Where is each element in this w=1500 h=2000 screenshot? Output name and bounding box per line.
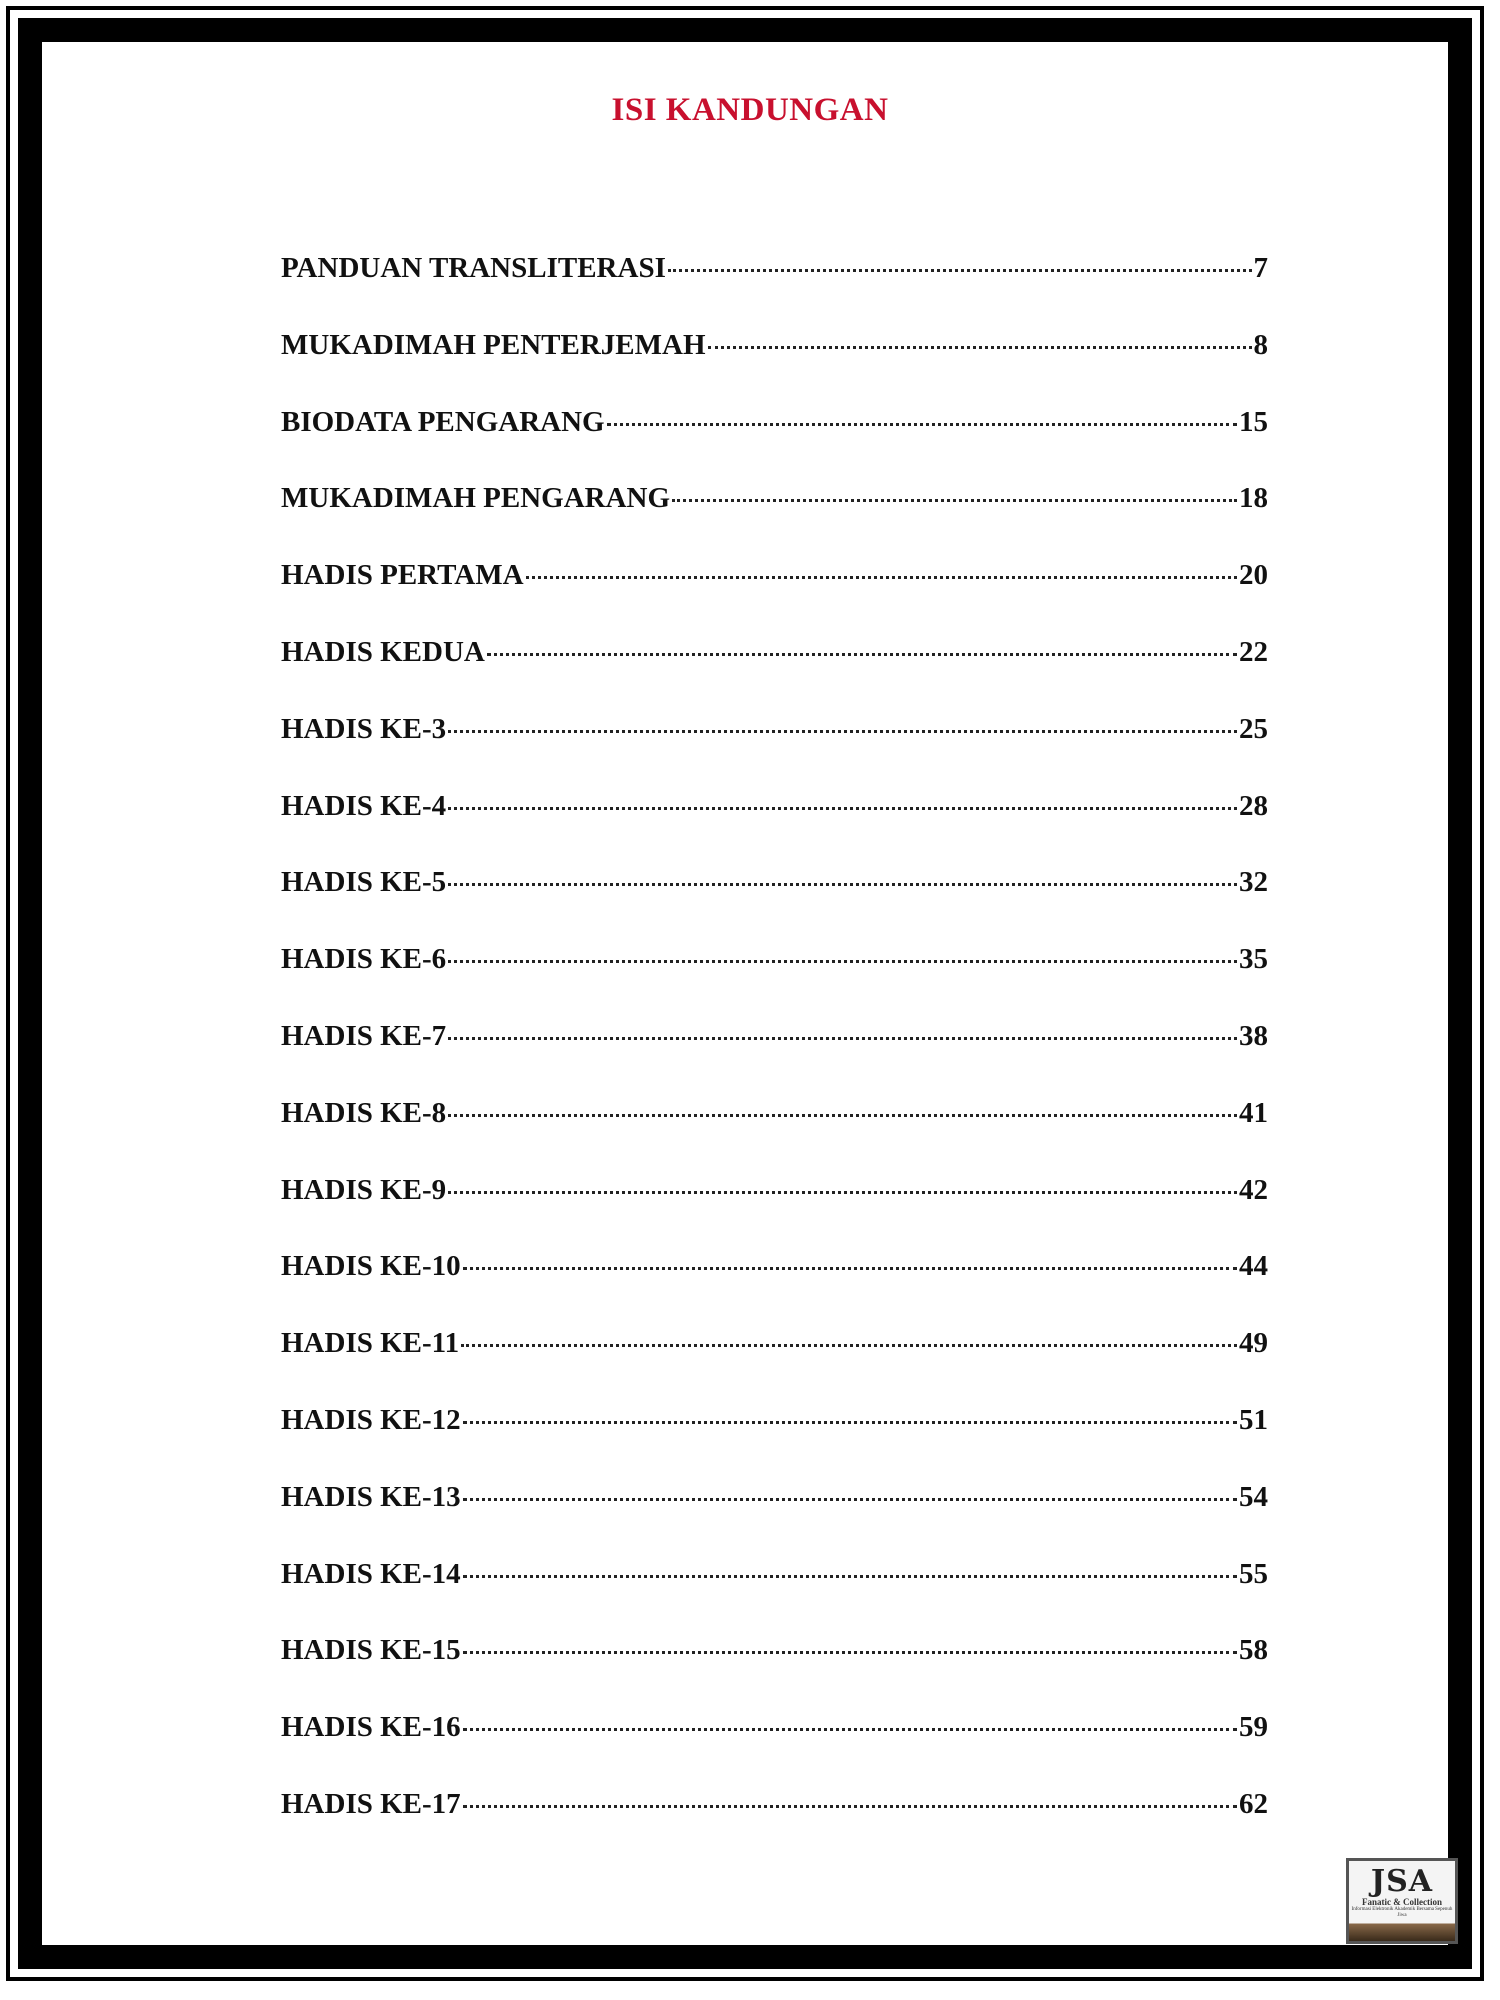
- toc-entry-page-number: 58: [1239, 1634, 1268, 1667]
- toc-entry[interactable]: [281, 1020, 1268, 1097]
- toc-entry-page-number: 35: [1239, 943, 1268, 976]
- toc-entry-page-number: 55: [1239, 1557, 1268, 1590]
- toc-entry[interactable]: [281, 1788, 1268, 1865]
- toc-entry-page-number: 22: [1239, 635, 1268, 668]
- toc-entry-page-number: 15: [1239, 405, 1268, 438]
- toc-entry[interactable]: [281, 1711, 1268, 1788]
- toc-entry-page-number: 42: [1239, 1173, 1268, 1206]
- toc-entry-label: HADIS KE-9: [281, 1173, 447, 1206]
- toc-dot-leader: [463, 1267, 1237, 1270]
- toc-entry-page-number: 59: [1239, 1711, 1268, 1744]
- toc-entry-page-number: 18: [1239, 482, 1268, 515]
- toc-entry-page-number: 44: [1239, 1250, 1268, 1283]
- jsa-logo: [1346, 1858, 1458, 1944]
- toc-entry[interactable]: [281, 1481, 1268, 1558]
- toc-dot-leader: [526, 576, 1237, 579]
- toc-entry[interactable]: [281, 1097, 1268, 1174]
- toc-entry-page-number: 51: [1239, 1403, 1268, 1436]
- toc-dot-leader: [448, 1191, 1237, 1194]
- toc-entry-label: BIODATA PENGARANG: [281, 405, 605, 438]
- toc-entry-page-number: 8: [1253, 328, 1268, 361]
- toc-entry[interactable]: [281, 713, 1268, 790]
- toc-dot-leader: [448, 960, 1237, 963]
- logo-sub-text: Fanatic & Collection: [1362, 1897, 1442, 1907]
- logo-tagline: Informasi Elektronik Akademik Bersama Sepenuh Jiwa: [1351, 1907, 1453, 1918]
- toc-entry-page-number: 28: [1239, 789, 1268, 822]
- toc-entry-label: MUKADIMAH PENTERJEMAH: [281, 328, 706, 361]
- toc-dot-leader: [448, 1114, 1237, 1117]
- toc-entry-label: HADIS KE-7: [281, 1019, 447, 1052]
- table-of-contents: [281, 252, 1268, 1865]
- toc-entry-label: HADIS KE-5: [281, 866, 447, 899]
- toc-entry-page-number: 62: [1239, 1787, 1268, 1820]
- toc-entry[interactable]: [281, 1174, 1268, 1251]
- toc-entry[interactable]: [281, 1250, 1268, 1327]
- toc-entry[interactable]: [281, 1558, 1268, 1635]
- toc-dot-leader: [463, 1728, 1237, 1731]
- toc-entry-label: HADIS KE-17: [281, 1787, 461, 1820]
- toc-entry-page-number: 32: [1239, 866, 1268, 899]
- toc-dot-leader: [463, 1421, 1237, 1424]
- toc-dot-leader: [487, 653, 1237, 656]
- toc-entry-label: HADIS KE-11: [281, 1327, 460, 1360]
- toc-entry[interactable]: [281, 559, 1268, 636]
- toc-entry-page-number: 7: [1253, 252, 1268, 284]
- toc-entry-label: HADIS PERTAMA: [281, 559, 524, 592]
- toc-entry-page-number: 20: [1239, 559, 1268, 592]
- toc-entry-page-number: 49: [1239, 1327, 1268, 1360]
- toc-entry-label: HADIS KE-6: [281, 943, 447, 976]
- toc-dot-leader: [607, 423, 1237, 426]
- toc-entry[interactable]: [281, 1404, 1268, 1481]
- toc-entry[interactable]: [281, 329, 1268, 406]
- toc-dot-leader: [463, 1805, 1237, 1808]
- toc-entry-label: HADIS KE-4: [281, 789, 447, 822]
- toc-dot-leader: [448, 730, 1237, 733]
- toc-dot-leader: [448, 807, 1237, 810]
- toc-entry-label: HADIS KE-3: [281, 712, 447, 745]
- toc-dot-leader: [448, 1037, 1237, 1040]
- toc-entry[interactable]: [281, 406, 1268, 483]
- toc-entry-page-number: 38: [1239, 1019, 1268, 1052]
- toc-dot-leader: [668, 269, 1252, 272]
- toc-dot-leader: [463, 1651, 1237, 1654]
- toc-entry-label: HADIS KEDUA: [281, 635, 485, 668]
- toc-entry[interactable]: [281, 252, 1268, 329]
- toc-entry[interactable]: [281, 866, 1268, 943]
- toc-dot-leader: [448, 883, 1237, 886]
- toc-entry-page-number: 41: [1239, 1096, 1268, 1129]
- toc-dot-leader: [463, 1575, 1237, 1578]
- page-title: ISI KANDUNGAN: [611, 92, 889, 128]
- toc-dot-leader: [461, 1344, 1237, 1347]
- toc-entry[interactable]: [281, 790, 1268, 867]
- logo-main-text: JSA: [1370, 1864, 1434, 1899]
- toc-dot-leader: [463, 1498, 1237, 1501]
- toc-entry-page-number: 54: [1239, 1480, 1268, 1513]
- toc-entry-label: HADIS KE-16: [281, 1711, 461, 1744]
- toc-entry-label: HADIS KE-13: [281, 1480, 461, 1513]
- toc-entry[interactable]: [281, 636, 1268, 713]
- toc-entry-label: HADIS KE-12: [281, 1403, 461, 1436]
- toc-entry-label: HADIS KE-10: [281, 1250, 461, 1283]
- toc-entry-label: HADIS KE-15: [281, 1634, 461, 1667]
- toc-entry[interactable]: [281, 482, 1268, 559]
- toc-entry[interactable]: [281, 943, 1268, 1020]
- toc-entry-label: HADIS KE-14: [281, 1557, 461, 1590]
- toc-entry[interactable]: [281, 1327, 1268, 1404]
- toc-entry[interactable]: [281, 1634, 1268, 1711]
- toc-dot-leader: [672, 499, 1237, 502]
- toc-entry-label: PANDUAN TRANSLITERASI: [281, 252, 666, 284]
- toc-entry-page-number: 25: [1239, 712, 1268, 745]
- toc-entry-label: MUKADIMAH PENGARANG: [281, 482, 671, 515]
- toc-entry-label: HADIS KE-8: [281, 1096, 447, 1129]
- toc-dot-leader: [708, 346, 1252, 349]
